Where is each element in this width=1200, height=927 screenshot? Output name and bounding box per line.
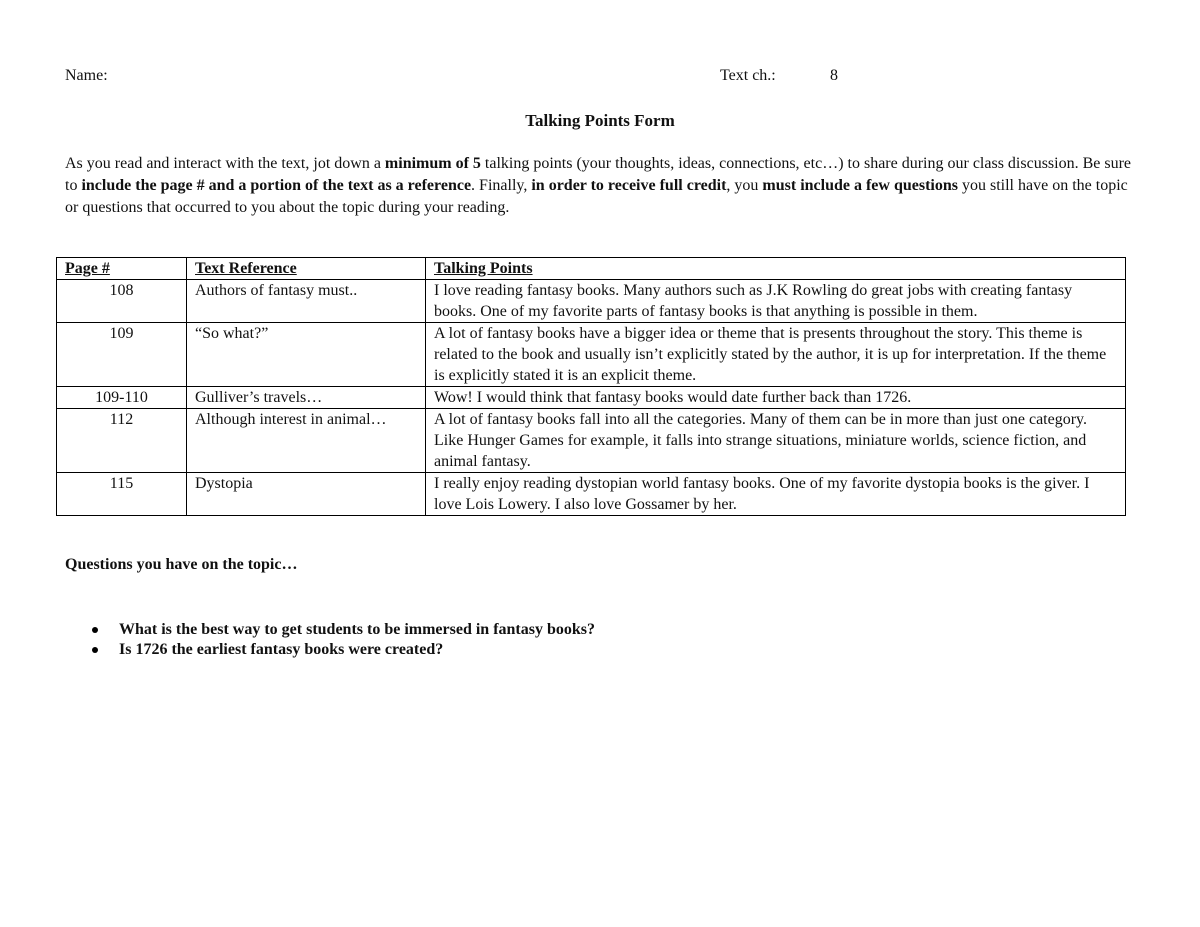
- page-number-cell: 112: [57, 409, 187, 473]
- table-row: [57, 473, 1126, 516]
- name-label: Name:: [65, 67, 108, 84]
- list-item: [65, 640, 595, 660]
- talking-points-cell: Wow! I would think that fantasy books would date further back than 1726.: [426, 387, 1126, 409]
- text-reference-cell: Dystopia: [187, 473, 426, 516]
- questions-list: [65, 620, 595, 660]
- question-text: Is 1726 the earliest fantasy books were created?: [119, 641, 444, 658]
- instructions-paragraph: [65, 153, 1140, 219]
- talking-points-table: [56, 257, 1126, 516]
- text-reference-cell: Gulliver’s travels…: [187, 387, 426, 409]
- column-header-reference: Text Reference: [187, 258, 426, 280]
- talking-points-cell: I love reading fantasy books. Many authors such as J.K Rowling do great jobs with creating fantasy books. One of my favorite parts of fantasy books is that anything is possible in them.: [426, 280, 1126, 323]
- bullet-icon: [92, 647, 98, 653]
- instructions-text: As you read and interact with the text, jot down a: [65, 155, 385, 172]
- text-chapter-value: 8: [830, 67, 838, 84]
- talking-points-cell: A lot of fantasy books have a bigger idea or theme that is presents throughout the story. This theme is related to the book and usually isn’t explicitly stated by the author, it is up for interpretation. If the theme is explicitly stated it is an explicit theme.: [426, 323, 1126, 387]
- talking-points-cell: A lot of fantasy books fall into all the categories. Many of them can be in more than just one category. Like Hunger Games for example, it falls into strange situations, miniature worlds, science fiction, and animal fantasy.: [426, 409, 1126, 473]
- page-number-cell: 108: [57, 280, 187, 323]
- bullet-icon: [92, 627, 98, 633]
- table-header-row: [57, 258, 1126, 280]
- table-row: [57, 280, 1126, 323]
- instructions-text: talking points (your thoughts, ideas, connections, etc…) to share during our class discussion. Be sure to: [65, 155, 1132, 194]
- page-number-cell: 109-110: [57, 387, 187, 409]
- instructions-text: you still have on the topic or questions that occurred to you about the topic during your reading.: [65, 177, 1128, 216]
- page-title: Talking Points Form: [525, 111, 675, 130]
- instructions-emphasis: in order to receive full credit: [531, 177, 727, 194]
- text-reference-cell: Although interest in animal…: [187, 409, 426, 473]
- text-reference-cell: Authors of fantasy must..: [187, 280, 426, 323]
- instructions-emphasis: minimum of 5: [384, 155, 481, 172]
- instructions-emphasis: include the page # and a portion of the text as a reference: [81, 177, 472, 194]
- header-row: [65, 67, 1135, 89]
- question-text: What is the best way to get students to be immersed in fantasy books?: [119, 621, 596, 638]
- questions-heading: Questions you have on the topic…: [65, 556, 298, 573]
- text-chapter-label: Text ch.:: [720, 67, 776, 84]
- list-item: [65, 620, 595, 640]
- column-header-points: Talking Points: [426, 258, 1126, 280]
- table-row: [57, 323, 1126, 387]
- table-row: [57, 409, 1126, 473]
- instructions-text: . Finally,: [471, 177, 532, 194]
- instructions-emphasis: must include a few questions: [762, 177, 958, 194]
- page-number-cell: 109: [57, 323, 187, 387]
- talking-points-cell: I really enjoy reading dystopian world fantasy books. One of my favorite dystopia books is the giver. I love Lois Lowery. I also love Gossamer by her.: [426, 473, 1126, 516]
- instructions-text: , you: [726, 177, 763, 194]
- text-reference-cell: “So what?”: [187, 323, 426, 387]
- column-header-page: Page #: [57, 258, 187, 280]
- table-row: [57, 387, 1126, 409]
- page-number-cell: 115: [57, 473, 187, 516]
